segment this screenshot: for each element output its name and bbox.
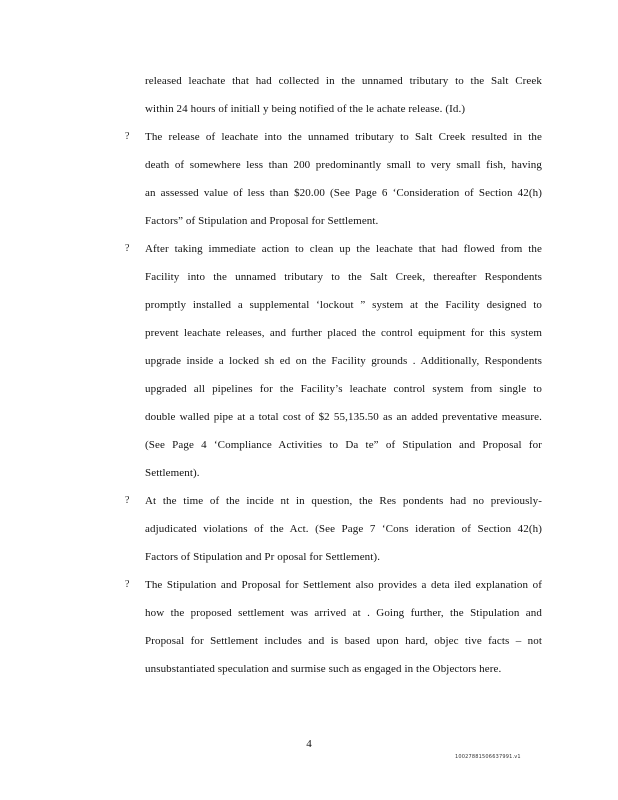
body-text-line: how the proposed settlement was arrived at . Going further, the Stipulation and xyxy=(145,607,542,619)
body-text-line: prevent leachate releases, and further placed the control equipment for this system xyxy=(145,327,542,339)
body-text-line: upgraded all pipelines for the Facility’s leachate control system from single to xyxy=(145,383,542,395)
body-text-line: within 24 hours of initiall y being notified of the le achate release. (Id.) xyxy=(145,103,466,115)
body-text-line: upgrade inside a locked sh ed on the Facility grounds . Additionally, Respondents xyxy=(145,355,542,367)
body-text-line: Proposal for Settlement includes and is based upon hard, objec tive facts – not xyxy=(145,635,542,647)
body-text-line: unsubstantiated speculation and surmise such as engaged in the Objectors here. xyxy=(145,663,502,675)
bullet-marker: ? xyxy=(125,131,130,142)
page-number: 4 xyxy=(306,738,312,750)
body-text-line: At the time of the incide nt in question, the Res pondents had no previously- xyxy=(145,495,542,507)
body-text-line: After taking immediate action to clean up the leachate that had flowed from the xyxy=(145,243,542,255)
bullet-marker: ? xyxy=(125,243,130,254)
body-text-line: an assessed value of less than $20.00 (See Page 6 ‘Consideration of Section 42(h) xyxy=(145,187,542,199)
body-text-line: released leachate that had collected in the unnamed tributary to the Salt Creek xyxy=(145,75,542,87)
document-id-stamp: 10027881506637991.v1 xyxy=(455,754,521,760)
body-text-line: death of somewhere less than 200 predominantly small to very small fish, having xyxy=(145,159,542,171)
body-text-line: Facility into the unnamed tributary to the Salt Creek, thereafter Respondents xyxy=(145,271,542,283)
body-text-line: The Stipulation and Proposal for Settlement also provides a deta iled explanation of xyxy=(145,579,542,591)
body-text-line: Factors” of Stipulation and Proposal for Settlement. xyxy=(145,215,379,227)
bullet-marker: ? xyxy=(125,579,130,590)
body-text-line: The release of leachate into the unnamed tributary to Salt Creek resulted in the xyxy=(145,131,542,143)
body-text-line: (See Page 4 ‘Compliance Activities to Da te” of Stipulation and Proposal for xyxy=(145,439,542,451)
body-text-line: adjudicated violations of the Act. (See Page 7 ‘Cons ideration of Section 42(h) xyxy=(145,523,542,535)
body-text-line: double walled pipe at a total cost of $2 55,135.50 as an added preventative measure. xyxy=(145,411,542,423)
body-text-line: Settlement). xyxy=(145,467,200,479)
body-text-line: Factors of Stipulation and Pr oposal for Settlement). xyxy=(145,551,381,563)
body-text-line: promptly installed a supplemental ‘lockout ” system at the Facility designed to xyxy=(145,299,542,311)
bullet-marker: ? xyxy=(125,495,130,506)
